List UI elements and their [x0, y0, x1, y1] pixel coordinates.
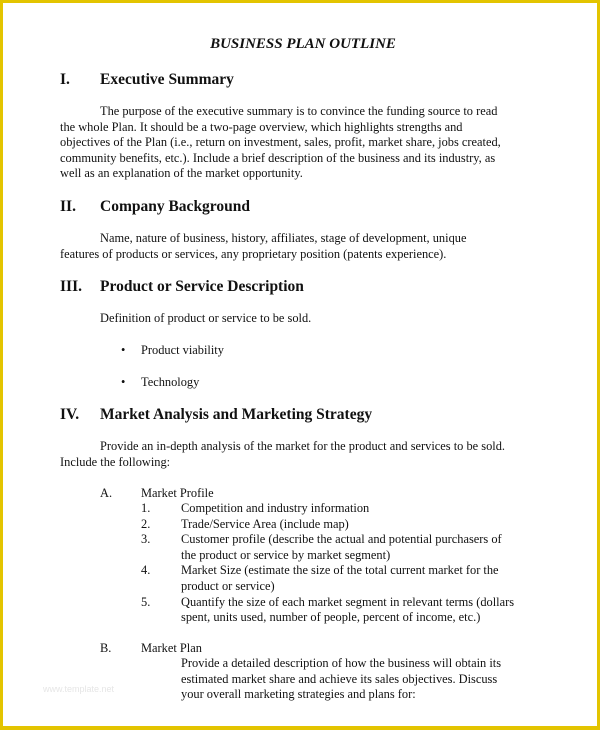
section-2-heading: Company Background — [100, 198, 251, 215]
document-title: BUSINESS PLAN OUTLINE — [210, 36, 396, 52]
text-line: Provide a detailed description of how the business will obtain its — [181, 656, 502, 670]
subsection-a-letter: A. — [100, 486, 113, 500]
text-line: Include the following: — [60, 454, 171, 469]
section-4-paragraph — [60, 439, 505, 470]
section-2-number: II. — [60, 198, 76, 215]
subsection-b-label: Market Plan — [141, 641, 202, 655]
list-number: 2. — [141, 517, 151, 531]
list-number: 1. — [141, 501, 151, 515]
text-line: estimated market share and achieve its sales objectives. Discuss — [181, 672, 498, 686]
list-number: 5. — [141, 595, 151, 609]
text-line: Definition of product or service to be sold. — [100, 311, 312, 325]
list-item-text: Customer profile (describe the actual and potential purchasers of — [181, 532, 502, 546]
section-4-number: IV. — [60, 406, 80, 423]
subsection-b-letter: B. — [100, 641, 112, 655]
bullet-label: Technology — [141, 375, 200, 389]
list-item-text: Quantify the size of each market segment in relevant terms (dollars — [181, 595, 515, 609]
list-item-text: spent, units used, number of people, percent of income, etc.) — [181, 610, 481, 624]
list-item-text: Competition and industry information — [181, 501, 370, 515]
bullet-item — [121, 375, 200, 390]
text-line: the whole Plan. It should be a two-page overview, which highlights strengths and — [60, 119, 463, 134]
text-line: your overall marketing strategies and plans for: — [181, 687, 416, 701]
watermark: www.template.net — [43, 684, 115, 694]
text-line: well as an explanation of the market opportunity. — [60, 166, 303, 181]
text-line: features of products or services, any proprietary position (patents experience). — [60, 246, 447, 261]
bullet-label: Product viability — [141, 343, 224, 357]
list-item-text: product or service) — [181, 579, 275, 593]
bullet-icon: • — [121, 343, 126, 357]
text-line: objectives of the Plan (i.e., return on investment, sales, profit, market share, jobs created, — [60, 135, 501, 150]
bullet-item — [121, 343, 224, 358]
subsection-a-label: Market Profile — [141, 486, 214, 500]
text-line: Provide an in-depth analysis of the market for the product and services to be sold. — [100, 439, 505, 453]
section-3-heading: Product or Service Description — [100, 278, 304, 295]
section-3-number: III. — [60, 278, 82, 295]
list-number: 4. — [141, 563, 151, 577]
text-line: Name, nature of business, history, affiliates, stage of development, unique — [100, 231, 467, 245]
bullet-icon: • — [121, 375, 126, 389]
section-1-paragraph — [60, 104, 501, 182]
section-4-heading: Market Analysis and Marketing Strategy — [100, 406, 373, 423]
section-2-paragraph — [60, 231, 466, 262]
text-line: The purpose of the executive summary is to convince the funding source to read — [100, 104, 498, 118]
list-item-text: Trade/Service Area (include map) — [181, 517, 349, 531]
list-number: 3. — [141, 532, 151, 546]
section-1-number: I. — [60, 71, 70, 88]
text-line: community benefits, etc.). Include a brief description of the business and its industry, as — [60, 150, 496, 165]
section-1-heading: Executive Summary — [100, 71, 234, 88]
list-item-text: the product or service by market segment) — [181, 548, 391, 562]
section-3-paragraph — [60, 311, 311, 327]
list-item-text: Market Size (estimate the size of the total current market for the — [181, 563, 499, 577]
